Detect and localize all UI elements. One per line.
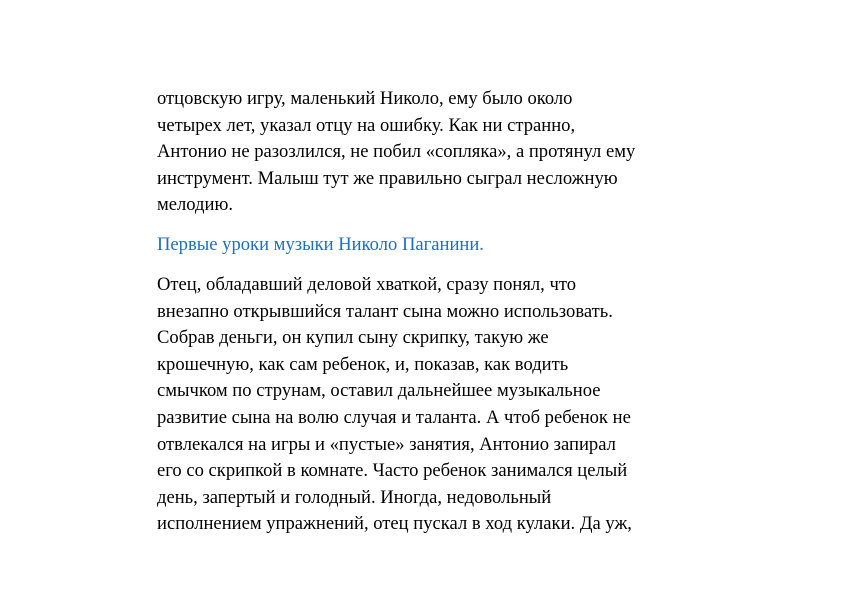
paragraph-line: развитие сына на волю случая и таланта. А чтоб ребенок не <box>157 406 631 428</box>
paragraph-line: Антонио не разозлился, не побил «сопляка», а протянул ему <box>157 141 636 163</box>
paragraph-line: его со скрипкой в комнате. Часто ребенок занимался целый <box>157 460 628 482</box>
paragraph-line: отцовскую игру, маленький Николо, ему было около <box>157 88 573 109</box>
paragraph-second <box>157 272 757 538</box>
paragraph-line: Собрав деньги, он купил сыну скрипку, такую же <box>157 327 549 349</box>
section-heading-text: Первые уроки музыки Николо Паганини. <box>157 234 484 255</box>
paragraph-line: инструмент. Малыш тут же правильно сыграл несложную <box>157 167 618 189</box>
paragraph-line: внезапно открывшийся талант сына можно использовать. <box>157 300 613 322</box>
paragraph-line: смычком по струнам, оставил дальнейшее музыкальное <box>157 380 601 402</box>
paragraph-first <box>157 86 757 219</box>
paragraph-line: четырех лет, указал отцу на ошибку. Как ни странно, <box>157 114 576 136</box>
paragraph-line: Отец, обладавший деловой хваткой, сразу понял, что <box>157 274 576 295</box>
paragraph-line: день, запертый и голодный. Иногда, недовольный <box>157 486 552 508</box>
section-heading <box>157 232 757 259</box>
paragraph-line: отвлекался на игры и «пустые» занятия, Антонио запирал <box>157 433 616 455</box>
paragraph-line: исполнением упражнений, отец пускал в ход кулаки. Да уж, <box>157 513 632 535</box>
paragraph-line: крошечную, как сам ребенок, и, показав, как водить <box>157 353 569 375</box>
paragraph-line: мелодию. <box>157 194 234 216</box>
